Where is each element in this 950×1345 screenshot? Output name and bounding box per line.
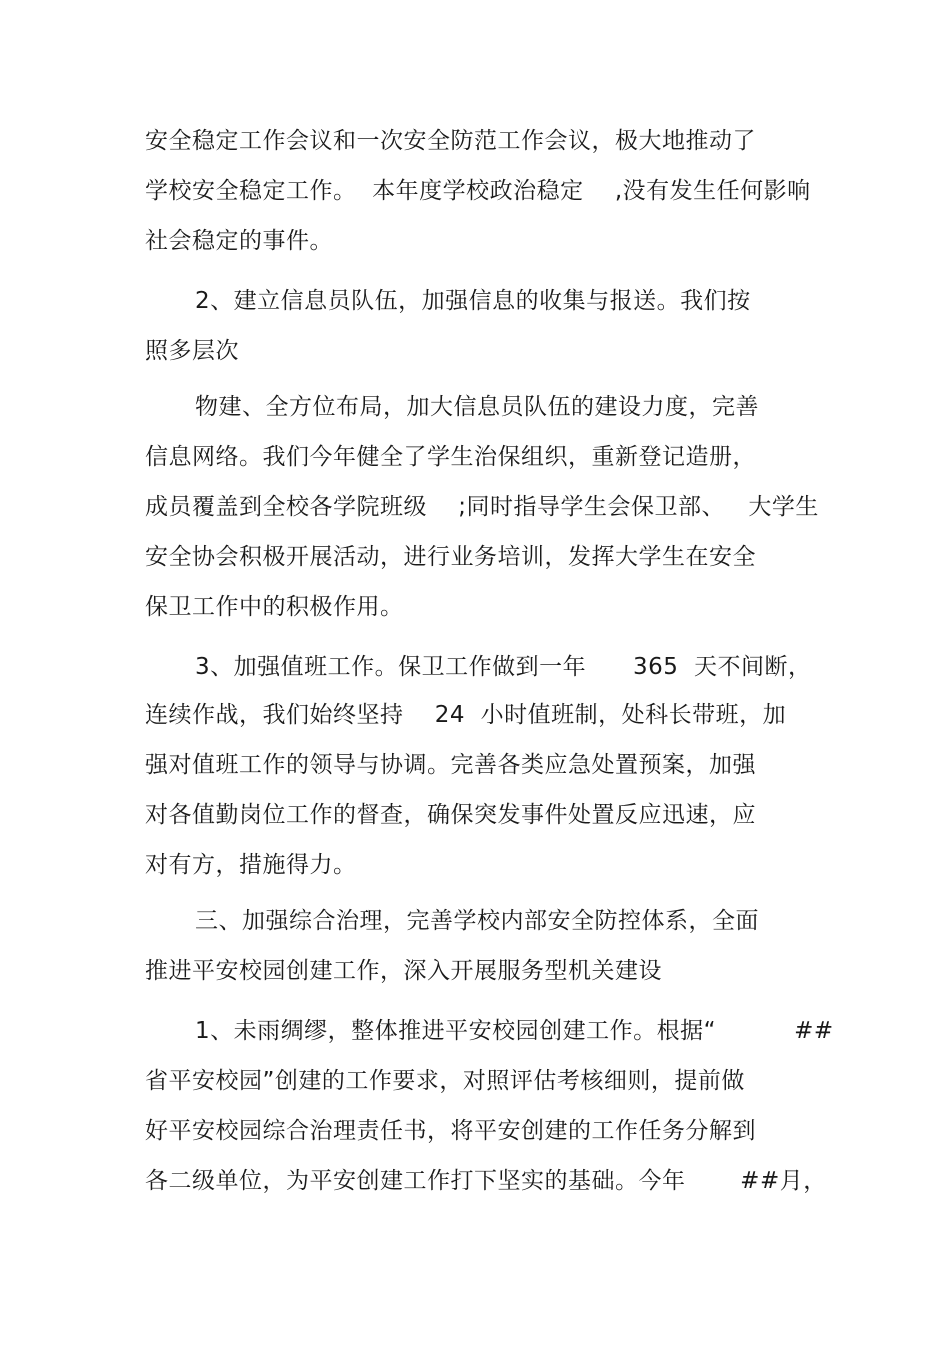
text-line: 推进平安校园创建工作，深入开展服务型机关建设 [145,958,662,984]
text-line: 安全协会积极开展活动，进行业务培训，发挥大学生在安全 [145,544,756,570]
text-line: 3、加强值班工作。保卫工作做到一年 365 天不间断， [195,654,812,680]
text-line: 社会稳定的事件。 [145,228,333,254]
text-line: 对各值勤岗位工作的督查，确保突发事件处置反应迅速，应 [145,802,756,828]
text-line: 物建、全方位布局，加大信息员队伍的建设力度，完善 [195,394,759,420]
text-line: 信息网络。我们今年健全了学生治保组织，重新登记造册， [145,444,756,470]
text-line: 省平安校园”创建的工作要求，对照评估考核细则，提前做 [145,1068,745,1094]
text-line: 好平安校园综合治理责任书，将平安创建的工作任务分解到 [145,1118,756,1144]
text-line: 安全稳定工作会议和一次安全防范工作会议，极大地推动了 [145,128,756,154]
text-line: 保卫工作中的积极作用。 [145,594,404,620]
text-line: 学校安全稳定工作。 本年度学校政治稳定 ,没有发生任何影响 [145,178,811,204]
text-line: 强对值班工作的领导与协调。完善各类应急处置预案，加强 [145,752,756,778]
text-line: 连续作战，我们始终坚持 24 小时值班制，处科长带班，加 [145,702,787,728]
text-line: 照多层次 [145,338,239,364]
text-line: 三、加强综合治理，完善学校内部安全防控体系，全面 [195,908,759,934]
text-line: 2、建立信息员队伍，加强信息的收集与报送。我们按 [195,288,751,314]
text-line: 对有方，措施得力。 [145,852,357,878]
text-line: 各二级单位，为平安创建工作打下坚实的基础。今年 ##月， [145,1168,827,1194]
text-line: 成员覆盖到全校各学院班级 ;同时指导学生会保卫部、 大学生 [145,494,819,520]
text-line: 1、未雨绸缪，整体推进平安校园创建工作。根据“ ## [195,1018,834,1044]
